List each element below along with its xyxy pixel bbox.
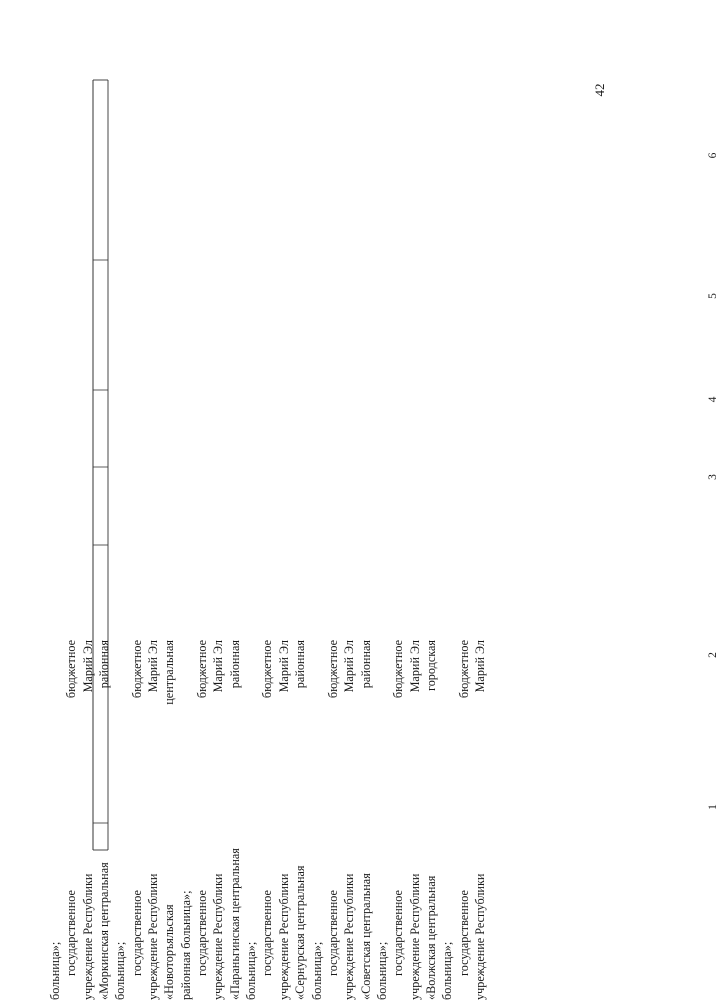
text-line-left: больница»; xyxy=(309,941,324,1000)
text-line-right: бюджетное xyxy=(456,640,471,699)
text-line-right xyxy=(374,640,390,768)
text-line-left: «Советская центральная xyxy=(358,873,373,1000)
text-line-left: больница»; xyxy=(113,941,128,1000)
header-cell-5: 5 xyxy=(707,293,719,299)
text-line-right: бюджетное xyxy=(64,640,79,699)
text-line-right: Марий Эл xyxy=(342,640,357,693)
text-line-left: больница»; xyxy=(374,941,389,1000)
text-line-left: учреждение Республики xyxy=(276,873,291,1000)
text-line-left: государственное xyxy=(456,890,471,976)
text-line-right: центральная xyxy=(162,640,177,705)
column-2-left-words xyxy=(47,770,488,1000)
text-line-right: бюджетное xyxy=(129,640,144,699)
text-line-left: учреждение Республики xyxy=(146,873,161,1000)
text-line-right xyxy=(112,640,128,768)
text-line-left: государственное xyxy=(260,890,275,976)
text-line-right: городская xyxy=(423,640,438,691)
text-line-right: бюджетное xyxy=(260,640,275,699)
header-cell-1: 1 xyxy=(707,804,719,810)
column-2-right-words xyxy=(47,640,488,768)
text-line-right xyxy=(439,640,455,768)
text-line-right: районная xyxy=(358,640,373,689)
text-line-left: больница»; xyxy=(48,941,62,1000)
text-line-right xyxy=(47,640,63,768)
text-line-left: «Сернурская центральная xyxy=(293,865,308,1000)
text-line-left: государственное xyxy=(64,890,79,976)
text-line-left: государственное xyxy=(391,890,406,976)
page-number: 42 xyxy=(592,83,607,97)
text-line-left: «Новоторъяльская xyxy=(162,904,177,1000)
text-line-left: государственное xyxy=(129,890,144,976)
text-line-left: учреждение Республики xyxy=(472,873,487,1000)
text-line-left: «Волжская центральная xyxy=(423,875,438,1000)
text-line-left: государственное xyxy=(325,890,340,976)
text-line-right: Марий Эл xyxy=(276,640,291,693)
header-cell-3: 3 xyxy=(707,474,719,480)
text-line-right: районная xyxy=(227,640,242,689)
text-line-right: Марий Эл xyxy=(146,640,161,693)
text-line-right: районная xyxy=(293,640,308,689)
text-line-left: учреждение Республики xyxy=(80,873,95,1000)
text-line-right: Марий Эл xyxy=(472,640,487,693)
text-line-right: Марий Эл xyxy=(407,640,422,693)
text-line-left: больница»; xyxy=(244,941,259,1000)
text-line-left: «Моркинская центральная xyxy=(97,862,112,1000)
text-line-left: районная больница»; xyxy=(178,890,193,1000)
text-line-right: Марий Эл xyxy=(211,640,226,693)
text-line-right: Марий Эл xyxy=(80,640,95,693)
text-line-right: районная xyxy=(97,640,112,689)
text-line-right: бюджетное xyxy=(391,640,406,699)
column-2-text xyxy=(47,640,487,1000)
text-line-left: учреждение Республики xyxy=(407,873,422,1000)
text-line-left: больница»; xyxy=(440,941,455,1000)
text-line-right xyxy=(243,640,259,768)
text-line-left: «Параньгинская центральная xyxy=(227,848,242,1000)
text-line-left: учреждение Республики xyxy=(211,873,226,1000)
text-line-right xyxy=(309,640,325,768)
text-line-right: бюджетное xyxy=(325,640,340,699)
text-line-left: государственное xyxy=(195,890,210,976)
text-line-left: учреждение Республики xyxy=(342,873,357,1000)
header-cell-6: 6 xyxy=(707,152,719,159)
text-line-right: бюджетное xyxy=(195,640,210,699)
table-cell-column-2 xyxy=(25,300,487,1000)
text-line-right xyxy=(178,640,194,768)
header-cell-4: 4 xyxy=(707,396,719,403)
header-cell-2: 2 xyxy=(707,652,719,658)
